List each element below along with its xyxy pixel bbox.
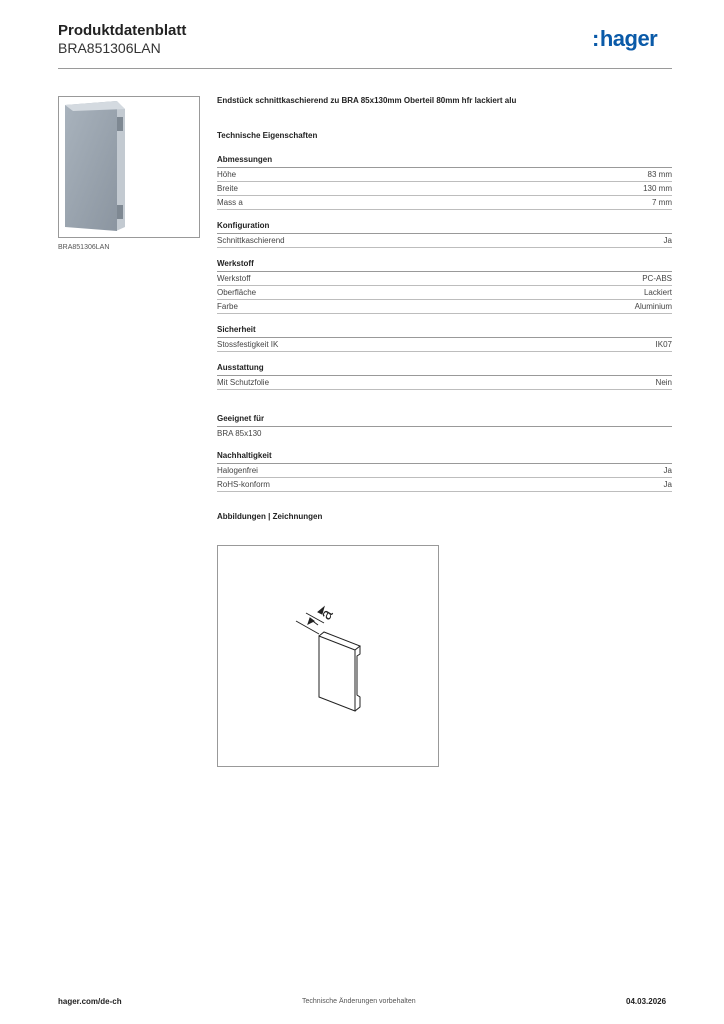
spec-value: Lackiert [643,288,672,297]
spec-value: Nein [655,378,672,387]
section-title: Sicherheit [217,325,672,338]
product-description: Endstück schnittkaschierend zu BRA 85x130mm Oberteil 80mm hfr lackiert alu [217,96,517,105]
spec-label: Oberfläche [217,288,257,297]
end-cap-product-icon [59,97,199,237]
section-dimensions [217,155,672,210]
section-equipment [217,363,672,390]
spec-label: Höhe [217,170,237,179]
spec-label: Werkstoff [217,274,251,283]
spec-label: Schnittkaschierend [217,236,285,245]
spec-row [217,286,672,300]
spec-label: Farbe [217,302,238,311]
product-image [58,96,200,238]
spec-row [217,478,672,492]
spec-content [217,96,672,522]
end-cap-drawing-icon [218,546,438,766]
spec-row [217,196,672,210]
spec-value: PC-ABS [642,274,672,283]
page-title: Produktdatenblatt [58,22,187,39]
hager-logo [592,26,657,52]
spec-value: Aluminium [634,302,672,311]
spec-value: Ja [663,466,672,475]
spec-row [217,168,672,182]
spec-label: BRA 85x130 [217,429,262,438]
drawings-title: Abbildungen | Zeichnungen [217,512,323,521]
section-title: Nachhaltigkeit [217,451,672,464]
logo-mark-icon: : [592,26,599,51]
section-sustainability [217,451,672,492]
section-title: Ausstattung [217,363,672,376]
dimension-label-a: a [317,606,337,623]
spec-row [217,300,672,314]
spec-row [217,272,672,286]
spec-value: 130 mm [643,184,672,193]
product-image-caption: BRA851306LAN [58,244,110,251]
section-safety [217,325,672,352]
spec-label: Mit Schutzfolie [217,378,270,387]
spec-row [217,338,672,352]
spec-label: Mass a [217,198,243,207]
spec-row [217,427,672,440]
footer-website-link[interactable]: hager.com/de-ch [58,997,122,1006]
footer-notice: Technische Änderungen vorbehalten [302,998,416,1005]
footer-date: 04.03.2026 [626,997,667,1006]
section-title: Werkstoff [217,259,672,272]
logo-text: hager [599,26,658,51]
spec-value: IK07 [655,340,672,349]
spec-value: Ja [663,480,672,489]
spec-row [217,464,672,478]
spec-value: Ja [663,236,672,245]
spec-label: Breite [217,184,238,193]
spec-value: 83 mm [647,170,672,179]
tech-properties-title: Technische Eigenschaften [217,131,318,140]
section-suitable-for [217,414,672,440]
spec-label: Stossfestigkeit IK [217,340,279,349]
spec-value: 7 mm [652,198,672,207]
section-title: Abmessungen [217,155,672,168]
technical-drawing [217,545,439,767]
header-divider [58,68,672,69]
section-title: Konfiguration [217,221,672,234]
section-configuration [217,221,672,248]
spec-label: Halogenfrei [217,466,258,475]
spec-row [217,234,672,248]
section-material [217,259,672,314]
product-code: BRA851306LAN [58,40,161,56]
spec-label: RoHS-konform [217,480,270,489]
spec-row [217,376,672,390]
spec-row [217,182,672,196]
section-title: Geeignet für [217,414,672,427]
